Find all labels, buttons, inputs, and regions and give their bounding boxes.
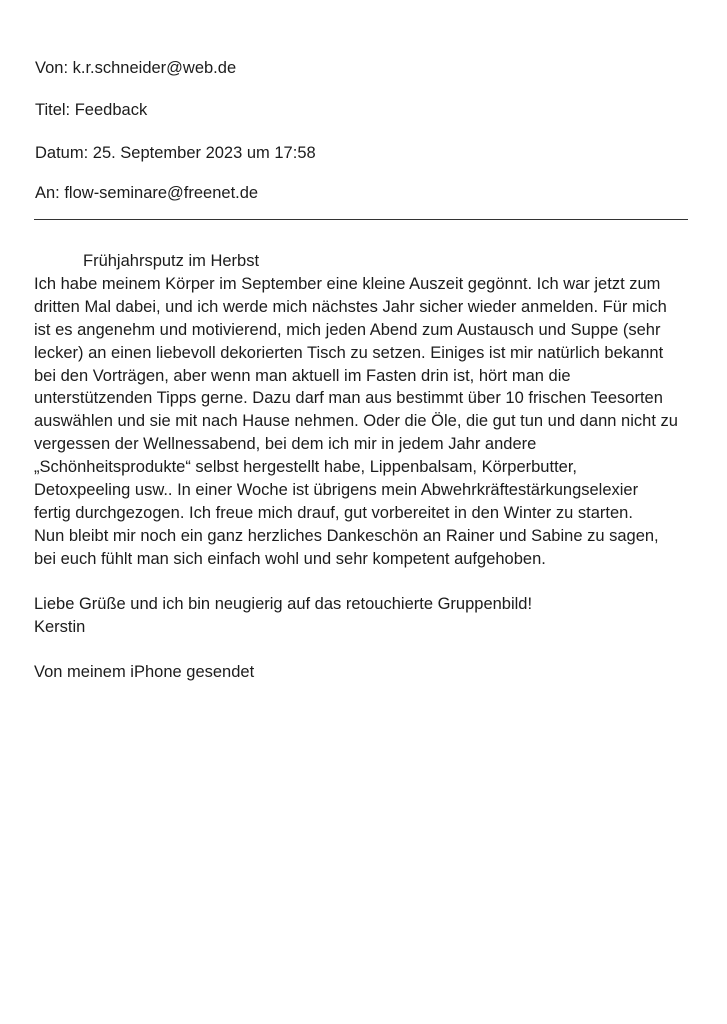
body-line: „Schönheitsprodukte“ selbst hergestellt habe, Lippenbalsam, Körperbutter, xyxy=(34,458,577,477)
body-line: auswählen und sie mit nach Hause nehmen. Oder die Öle, die gut tun und dann nicht zu xyxy=(34,412,678,431)
header-divider xyxy=(34,219,688,220)
body-line: unterstützenden Tipps gerne. Dazu darf man aus bestimmt über 10 frischen Teesorten xyxy=(34,389,663,408)
title-line: Titel: Feedback xyxy=(35,101,148,119)
body-line: Detoxpeeling usw.. In einer Woche ist übrigens mein Abwehrkräftestärkungselexier xyxy=(34,481,639,500)
closing-line: Liebe Grüße und ich bin neugierig auf das retouchierte Gruppenbild! xyxy=(34,594,533,613)
body-line: bei den Vorträgen, aber wenn man aktuell im Fasten drin ist, hört man die xyxy=(34,366,571,385)
to-line: An: flow-seminare@freenet.de xyxy=(35,184,259,202)
email-subject: Frühjahrsputz im Herbst xyxy=(83,252,260,270)
body-line: dritten Mal dabei, und ich werde mich nächstes Jahr sicher wieder anmelden. Für mich xyxy=(34,297,667,316)
paragraph-gap xyxy=(34,639,696,661)
body-line: ist es angenehm und motivierend, mich jeden Abend zum Austausch und Suppe (sehr xyxy=(34,320,661,339)
body-line: bei euch fühlt man sich einfach wohl und sehr kompetent aufgehoben. xyxy=(34,549,546,568)
from-line: Von: k.r.schneider@web.de xyxy=(35,59,237,77)
signature: Kerstin xyxy=(34,617,86,636)
body-line: vergessen der Wellnessabend, bei dem ich mir in jedem Jahr andere xyxy=(34,435,537,454)
body-line: Nun bleibt mir noch ein ganz herzliches Dankeschön an Rainer und Sabine zu sagen, xyxy=(34,526,659,545)
body-line: lecker) an einen liebevoll dekorierten Tisch zu setzen. Einiges ist mir natürlich bekannt xyxy=(34,343,664,362)
body-line: Ich habe meinem Körper im September eine kleine Auszeit gegönnt. Ich war jetzt zum xyxy=(34,274,661,293)
body-line: fertig durchgezogen. Ich freue mich drauf, gut vorbereitet in den Winter zu starten. xyxy=(34,503,633,522)
paragraph-gap xyxy=(34,571,696,593)
sent-from-footer: Von meinem iPhone gesendet xyxy=(34,662,255,681)
date-line: Datum: 25. September 2023 um 17:58 xyxy=(35,144,316,162)
email-body xyxy=(34,250,696,683)
